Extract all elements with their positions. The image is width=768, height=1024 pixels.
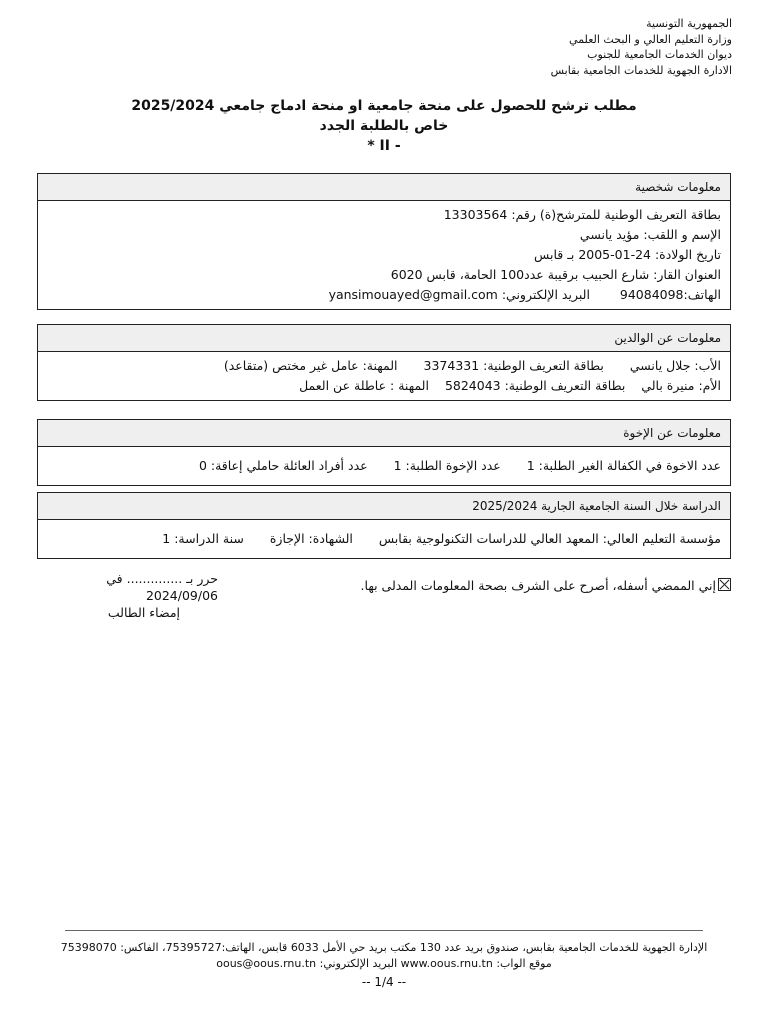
parents-heading: معلومات عن الوالدين — [38, 325, 730, 352]
email-value: yansimouayed@gmail.com — [328, 287, 498, 302]
letterhead-line: الجمهورية التونسية — [646, 17, 732, 30]
title-line-2: خاص بالطلبة الجدد — [319, 118, 449, 134]
study-year: سنة الدراسة: 1 — [162, 531, 244, 546]
declaration-checkbox[interactable] — [718, 578, 731, 591]
siblings-line — [47, 456, 721, 476]
mother-line — [47, 376, 721, 396]
study-line — [47, 529, 721, 549]
letterhead-line: الادارة الجهوية للخدمات الجامعية بقابس — [550, 63, 732, 77]
letterhead-line: وزارة التعليم العالي و البحث العلمي — [569, 32, 732, 46]
study-body — [38, 520, 730, 558]
father-id: بطاقة التعريف الوطنية: 3374331 — [423, 358, 604, 373]
phone-label: الهاتف: — [683, 287, 721, 302]
declaration — [361, 578, 731, 593]
address-line: العنوان القار: شارع الحبيب برقيبة عدد100 الحامة، قابس 6020 — [390, 267, 721, 282]
footer — [0, 940, 768, 972]
footer-address: الإدارة الجهوية للخدمات الجامعية بقابس، صندوق بريد عدد 130 مكتب بريد حي الأمل 6033 قابس، الهاتف:75395727، الفاكس: 75398070 — [60, 941, 708, 954]
personal-info-section — [37, 173, 731, 310]
siblings-section — [37, 419, 731, 486]
study-heading: الدراسة خلال السنة الجامعية الجارية 2025/2024 — [38, 493, 730, 520]
personal-info-heading: معلومات شخصية — [38, 174, 730, 201]
name-line: الإسم و اللقب: مؤيد يانسي — [579, 227, 721, 242]
contact-line — [47, 285, 721, 305]
birth-line: تاريخ الولادة: 24-01-2005 بـ قابس — [534, 247, 721, 262]
document-title — [0, 96, 768, 156]
national-id-line: بطاقة التعريف الوطنية للمترشح(ة) رقم: 13303564 — [443, 207, 721, 222]
page-number: -- 1/4 -- — [361, 975, 407, 989]
siblings-heading: معلومات عن الإخوة — [38, 420, 730, 447]
study-section — [37, 492, 731, 559]
student-siblings: عدد الإخوة الطلبة: 1 — [393, 458, 501, 473]
dependent-siblings: عدد الاخوة في الكفالة الغير الطلبة: 1 — [526, 458, 721, 473]
declaration-text: إني الممضي أسفله، أصرح على الشرف بصحة المعلومات المدلى بها. — [360, 578, 716, 593]
institution: مؤسسة التعليم العالي: المعهد العالي للدراسات التكنولوجية بقابس — [378, 531, 721, 546]
footer-contact: موقع الواب: www.oous.rnu.tn البريد الإلكتروني: oous@oous.rnu.tn — [216, 957, 552, 970]
father-name: الأب: جلال يانسي — [629, 358, 721, 373]
mother-id: بطاقة التعريف الوطنية: 5824043 — [444, 378, 626, 393]
signature-label: إمضاء الطالب — [107, 605, 180, 620]
signature-block — [58, 570, 218, 621]
mother-job: المهنة : عاطلة عن العمل — [299, 378, 429, 393]
title-line-1: مطلب ترشح للحصول على منحة جامعية او منحة ادماج جامعي 2025/2024 — [131, 98, 637, 114]
parents-section — [37, 324, 731, 401]
letterhead — [551, 16, 732, 78]
personal-info-body — [38, 201, 730, 309]
father-job: المهنة: عامل غير مختص (متقاعد) — [223, 358, 398, 373]
father-line — [47, 356, 721, 376]
made-at-line: حرر بـ .............. في 2024/09/06 — [106, 571, 218, 603]
title-line-3: - II * — [367, 138, 401, 154]
email-label: البريد الإلكتروني: — [501, 287, 590, 302]
mother-name: الأم: منيرة بالي — [641, 378, 721, 393]
disabled-family-members: عدد أفراد العائلة حاملي إعاقة: 0 — [198, 458, 368, 473]
letterhead-line: ديوان الخدمات الجامعية للجنوب — [587, 48, 732, 61]
footer-divider — [65, 930, 703, 931]
degree: الشهادة: الإجازة — [269, 531, 353, 546]
siblings-body — [38, 447, 730, 485]
parents-body — [38, 352, 730, 400]
phone-value: 94084098 — [619, 287, 684, 302]
